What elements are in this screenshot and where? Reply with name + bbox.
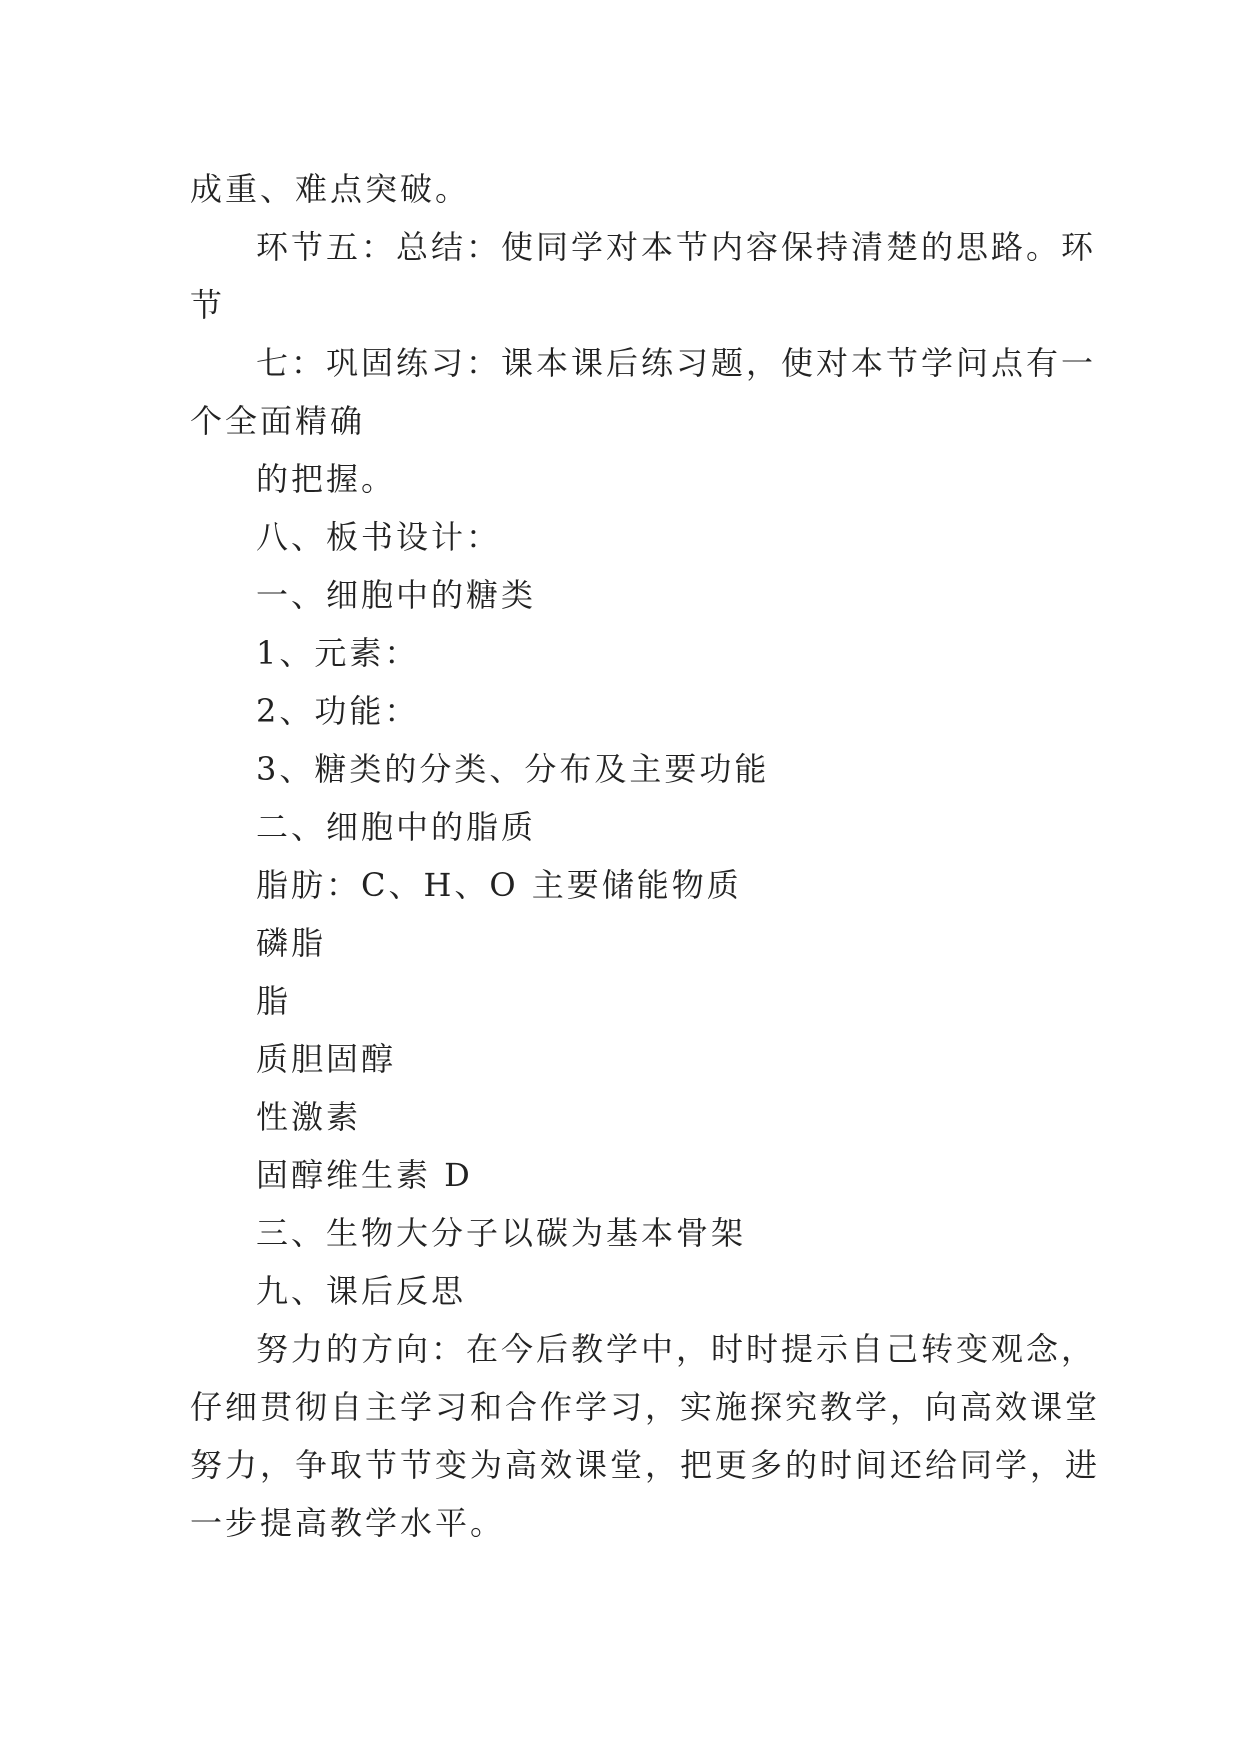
list-item: 2、功能： [256,692,420,730]
text-line: 努力，争取节节变为高效课堂，把更多的时间还给同学，进 [190,1446,1101,1484]
text-line: 努力的方向：在今后教学中，时时提示自己转变观念， [256,1330,1097,1368]
section-heading: 九、课后反思 [256,1272,467,1310]
section-heading: 八、板书设计： [256,518,502,556]
text-line: 节 [190,286,226,324]
text-line: 个全面精确 [190,402,366,440]
text-line: 脂肪：C、H、O 主要储能物质 [256,866,742,904]
subsection-heading: 二、细胞中的脂质 [256,808,537,846]
text-line: 七：巩固练习：课本课后练习题，使对本节学问点有一 [256,344,1097,382]
text-line: 固醇维生素 D [256,1156,473,1194]
text-line: 性激素 [256,1098,362,1136]
subsection-heading: 一、细胞中的糖类 [256,576,537,614]
text-line: 磷脂 [256,924,327,962]
document-body [190,160,1101,1552]
list-item: 3、糖类的分类、分布及主要功能 [256,750,770,788]
text-line: 成重、难点突破。 [190,170,471,208]
list-item: 1、元素： [256,634,420,672]
text-line: 质胆固醇 [256,1040,397,1078]
text-line: 环节五：总结：使同学对本节内容保持清楚的思路。环 [256,228,1097,266]
subsection-heading: 三、生物大分子以碳为基本骨架 [256,1214,747,1252]
text-line: 脂 [256,982,292,1020]
text-line: 仔细贯彻自主学习和合作学习，实施探究教学，向高效课堂 [190,1388,1101,1426]
text-line: 的把握。 [256,460,397,498]
text-line: 一步提高教学水平。 [190,1504,506,1542]
